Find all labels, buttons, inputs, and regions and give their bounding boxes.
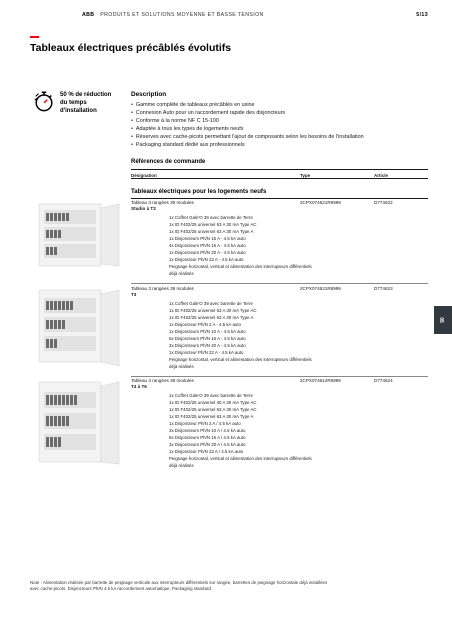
brand-logo: ABB [82,12,95,18]
stopwatch-icon [33,90,55,112]
content-item: 1x Disjoncteur Ph/N 32 A - 4.5 kA auto [169,350,244,356]
accent-bar [30,36,39,38]
content-item: 1x Disjoncteur Ph/N 2 A / 4.5 kA auto [169,420,241,426]
section-title: Tableaux électriques pour les logements neufs [131,188,267,195]
table-header [131,169,428,179]
references-title: Références de commande [131,159,206,165]
content-item: 1x Coffret Gale'O 39 avec barrette de Terre [169,300,253,306]
content-item: 1x Disjoncteur Ph/N 2 A - 4.5 kA auto [169,321,241,327]
column-header-type: Type [300,172,311,178]
description-item: • Conforme à la norme NF C 15-100 [131,117,431,125]
section-tab[interactable] [434,306,452,334]
page-number: 5/13 [416,12,428,18]
product-designation: Tableau 3 rangées 39 modules [131,200,194,205]
content-item: 1x ID F402/25 universel 40 A 30 mA Type AC [169,399,257,405]
product-contents [169,214,319,278]
content-item: 1x Disjoncteurs Ph/N 20 A - 4.5 kA auto [169,249,246,255]
description-list [131,101,431,150]
footnote: Note : Alimentation réalisée par barrette de peignage verticale aux interrupteurs différentiels sur rangée, barrettes de peignage horizontale déjà installées avec cache-picots. Disjoncteurs Ph/N 4,5 kA raccordement automatique. Packaging standard. [30,580,328,592]
content-item: Peignage horizontal, vertical et alimentation des interrupteurs différentiels déjà réalisés [169,456,312,469]
description-item: • Connexion Auto pour un raccordement rapide des disjoncteurs [131,109,431,117]
promo-text: 50 % de réduction du temps d'installation [60,92,112,114]
page-header [82,12,428,22]
content-item: 1x ID F402/25 universel 63 A 30 mA Type AC [169,406,257,412]
content-item: 1x Disjoncteur Ph/N 32 A / 4.5 kA auto [169,449,244,455]
column-header-article: Article [374,172,389,178]
product-type: 2CPX074621R8999 [300,286,341,291]
content-item: 1x Coffret Gale'O 39 avec barrette de Terre [169,392,253,398]
content-item: 1x ID F402/25 universel 63 A 30 mA Type A [169,228,254,234]
product-article: D774623 [374,286,393,291]
product-size: T3 [131,292,137,298]
content-item: 1x ID F402/25 universel 63 A 30 mA Type AC [169,221,257,227]
description-item: • Réserves avec cache-picots permettant l'ajout de composants selon les besoins de l'installation [131,133,431,141]
content-item: 1x ID F402/25 universel 63 A 30 mA Type AC [169,307,257,313]
description-item: • Packaging standard dédié aux professionnels [131,141,431,149]
content-item: Peignage horizontal, vertical et alimentation des interrupteurs différentiels déjà réalisés [169,357,312,370]
product-type: 2CPX074621R9999 [300,200,341,205]
content-item: 6x Disjoncteurs Ph/N 16 A - 4.5 kA auto [169,335,246,341]
product-article: D774624 [374,378,393,383]
content-item: 3x Disjoncteurs Ph/N 20 A - 4.5 kA auto [169,343,246,349]
column-header-designation: Désignation [131,172,157,178]
content-item: 3x Disjoncteurs Ph/N 10 A / 4.5 kA auto [169,427,246,433]
content-item: Peignage horizontal, vertical et alimentation des interrupteurs différentiels déjà réalisés [169,264,312,277]
electrical-panel-image [35,202,123,268]
product-contents [169,392,319,470]
content-item: 1x Coffret Gale'O 39 avec barrette de Terre [169,214,253,220]
content-item: 1x Disjoncteurs Ph/N 16 A - 4.5 kA auto [169,235,246,241]
description-item: • Gamme complète de tableaux précâblés en usine [131,101,431,109]
content-item: 1x Disjoncteur Ph/N 32 A - 4.5 kA auto [169,257,244,263]
description-title: Description [131,91,167,98]
electrical-panel-image [35,288,123,368]
section-divider [131,198,428,199]
product-article: D774622 [374,200,393,205]
content-item: 1x Disjoncteurs Ph/N 10 A - 4.5 kA auto [169,328,246,334]
content-item: 6x Disjoncteurs Ph/N 16 A / 4.5 kA auto [169,435,246,441]
page-title: Tableaux électriques précâblés évolutifs [30,42,232,54]
product-size: T4 à T6 [131,384,147,390]
product-designation: Tableau 3 rangées 39 modules [131,286,194,291]
product-type: 2CPX074614R9999 [300,378,341,383]
product-contents [169,300,319,371]
content-item: 4x Disjoncteurs Ph/N 16 A - 4.5 kA auto [169,242,246,248]
content-item: 1x ID F402/25 universel 63 A 30 mA Type A [169,314,254,320]
electrical-panel-image [35,380,123,466]
content-item: 3x Disjoncteurs Ph/N 20 A / 4.5 kA auto [169,442,246,448]
content-item: 1x ID F402/25 universel 63 A 30 mA Type A [169,413,254,419]
header-section: PRODUITS ET SOLUTIONS MOYENNE ET BASSE TENSION [100,12,264,18]
product-designation: Tableau 3 rangées 39 modules [131,378,194,383]
product-size: Studio à T2 [131,206,156,212]
description-item: • Adaptée à tous les types de logements neufs [131,125,431,133]
section-tab-label: 05 [437,317,444,323]
